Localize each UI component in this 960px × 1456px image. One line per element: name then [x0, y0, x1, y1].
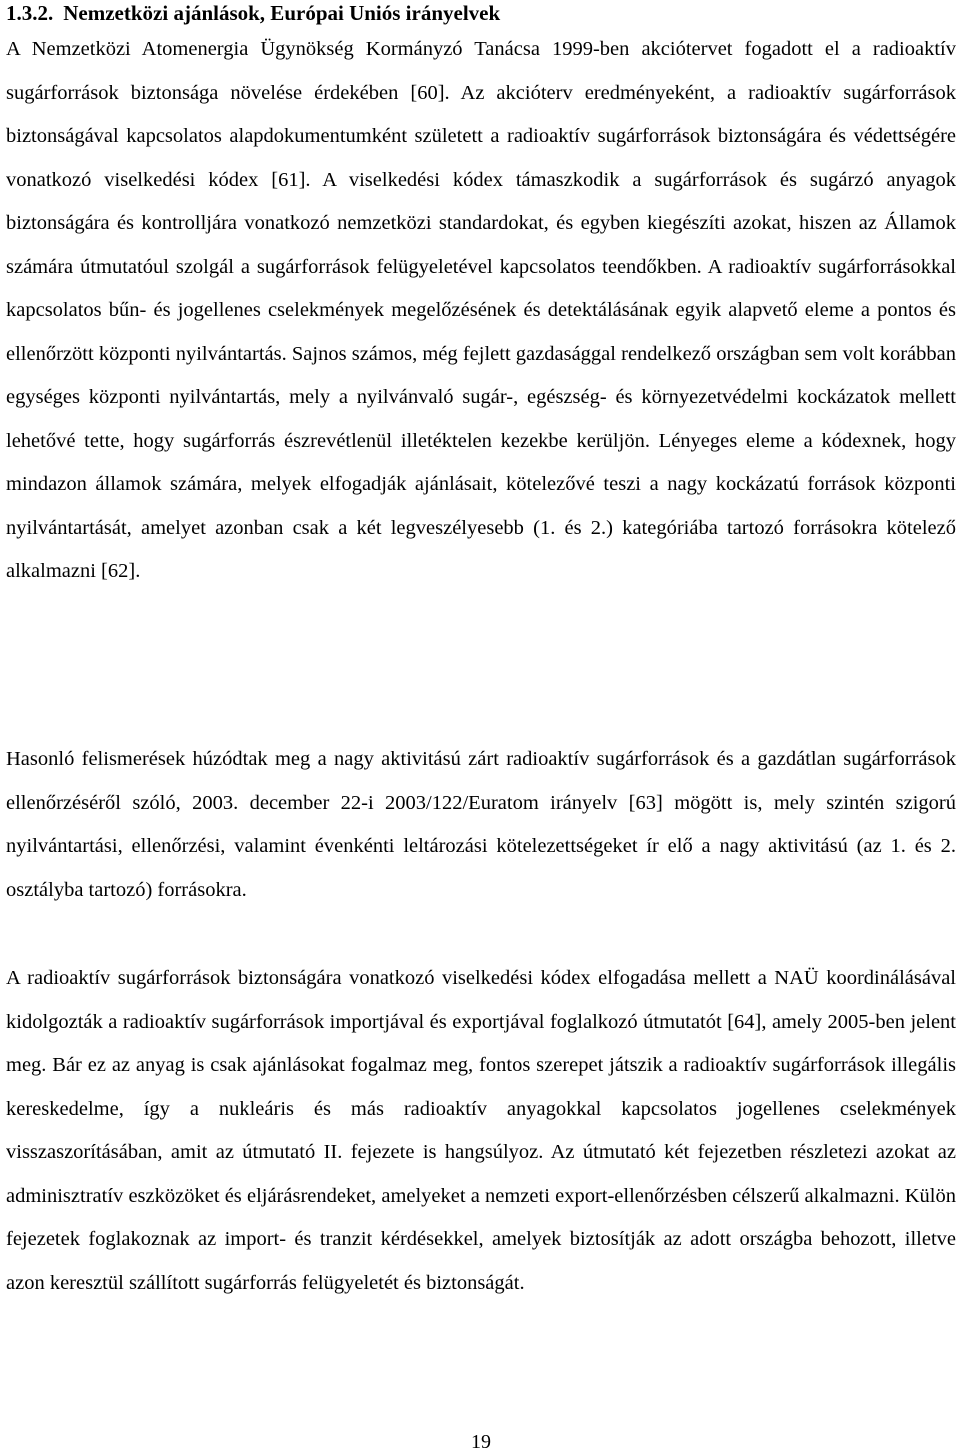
paragraph-import-export-guidance: A radioaktív sugárforrások biztonságára vonatkozó viselkedési kódex elfogadása mellett a NAÜ koordinálásával kidolgozták a radioaktív sugárforrások importjával és exportjával foglalkozó útmutatót [64], amely 2005-ben jelent meg. Bár ez az anyag is csak ajánlásokat fogalmaz meg, fontos szerepet játszik a radioaktív sugárforrások illegális kereskedelme, így a nukleáris és más radioaktív anyagokkal kapcsolatos jogellenes cselekmények visszaszorításában, amit az útmutató II. fejezete is hangsúlyoz. Az útmutató két fejezetben részletezi azokat az adminisztratív eszközöket és eljárásrendeket, amelyeket a nemzeti export-ellenőrzésben célszerű alkalmazni. Külön fejezetek foglakoznak az import- és tranzit kérdésekkel, amelyek biztosítják az adott országba behozott, illetve azon keresztül szállított sugárforrás felügyeletét és biztonságát.	[6, 967, 956, 1294]
paragraph-euratom-directive: Hasonló felismerések húzódtak meg a nagy aktivitású zárt radioaktív sugárforrások és a gazdátlan sugárforrások ellenőrzéséről szóló, 2003. december 22-i 2003/122/Euratom irányelv [63] mögött is, mely szintén szigorú nyilvántartási, ellenőrzési, valamint évenkénti leltározási kötelezettségeket ír elő a nagy aktivitású (az 1. és 2. osztályba tartozó) forrásokra.	[6, 748, 956, 901]
section-heading	[6, 0, 956, 26]
document-page	[6, 0, 956, 1456]
section-title: Nemzetközi ajánlások, Európai Uniós irányelvek	[63, 1, 501, 25]
page-number: 19	[471, 1431, 491, 1453]
section-number: 1.3.2.	[6, 1, 54, 25]
paragraph-action-plan: A Nemzetközi Atomenergia Ügynökség Kormányzó Tanácsa 1999-ben akciótervet fogadott el a radioaktív sugárforrások biztonsága növelése érdekében [60]. Az akcióterv eredményeként, a radioaktív sugárforrások biztonságával kapcsolatos alapdokumentumként született a radioaktív sugárforrások biztonságára és védettségére vonatkozó viselkedési kódex [61]. A viselkedési kódex támaszkodik a sugárforrások és sugárzó anyagok biztonságára és kontrolljára vonatkozó nemzetközi standardokat, és egyben kiegészíti azokat, hiszen az Államok számára útmutatóul szolgál a sugárforrások felügyeletével kapcsolatos teendőkben. A radioaktív sugárforrásokkal kapcsolatos bűn- és jogellenes cselekmények megelőzésének és detektálásának egyik alapvető eleme a pontos és ellenőrzött központi nyilvántartás. Sajnos számos, még fejlett gazdasággal rendelkező országban sem volt korábban egységes központi nyilvántartás, mely a nyilvánvaló sugár-, egészség- és környezetvédelmi kockázatok mellett lehetővé tette, hogy sugárforrás észrevétlenül illetéktelen kezekbe kerüljön. Lényeges eleme a kódexnek, hogy mindazon államok számára, melyek elfogadják ajánlásait, kötelezővé teszi a nagy kockázatú források központi nyilvántartását, amelyet azonban csak a két legveszélyesebb (1. és 2.) kategóriába tartozó forrásokra kötelező alkalmazni [62].	[6, 38, 956, 582]
